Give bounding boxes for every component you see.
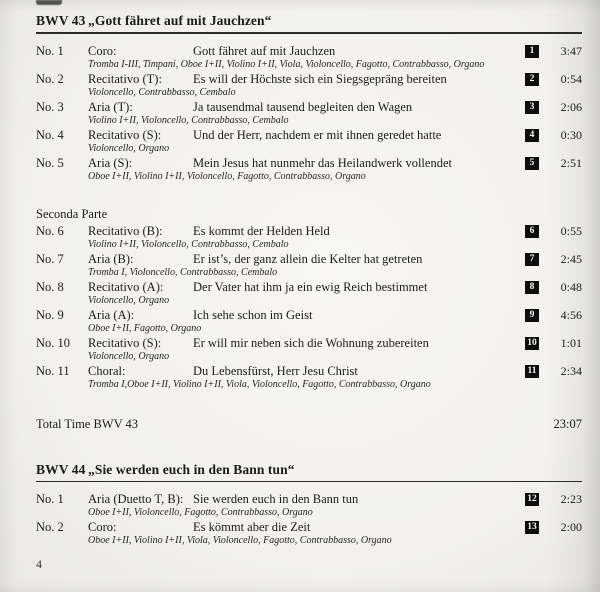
track-time: 0:55 (560, 223, 582, 238)
track-time: 0:54 (560, 71, 582, 86)
track-main (36, 280, 582, 295)
track-row (36, 156, 582, 183)
track-row (36, 280, 582, 307)
track-time: 3:47 (560, 43, 582, 58)
track-type: Aria (A): (88, 307, 135, 322)
group-heading: Seconda Parte (36, 206, 108, 221)
track-title: Ich sehe schon im Geist (193, 307, 313, 322)
track-number-badge: 7 (525, 253, 539, 266)
track-instruments: Oboe I+II, Violino I+II, Violoncello, Fagotto, Contrabbasso, Organo (88, 170, 366, 182)
track-main (36, 308, 582, 323)
track-type: Aria (T): (88, 99, 133, 114)
track-badge-cell (525, 364, 545, 379)
track-row (36, 308, 582, 335)
track-title: Er ist’s, der ganz allein die Kelter hat getreten (193, 251, 423, 266)
track-time: 4:56 (560, 307, 582, 322)
track-badge-cell (525, 252, 545, 267)
track-badge-cell (525, 156, 545, 171)
total-row (36, 417, 582, 432)
track-type: Coro: (88, 43, 117, 58)
track-instruments: Oboe I+II, Violoncello, Fagotto, Contrabbasso, Organo (88, 507, 313, 518)
track-type: Aria (S): (88, 155, 133, 170)
track-main (36, 44, 582, 59)
track-instruments: Violino I+II, Violoncello, Contrabbasso, Cembalo (88, 238, 289, 250)
track-no: No. 8 (36, 279, 64, 294)
track-type: Recitativo (S): (88, 335, 162, 350)
page-number: 4 (36, 557, 42, 571)
section-rule (36, 481, 582, 483)
section-header (36, 13, 582, 29)
track-row (36, 492, 582, 519)
track-badge-cell (525, 128, 545, 143)
track-title: Es kommt der Helden Held (193, 223, 330, 238)
track-badge-cell (525, 280, 545, 295)
section-title: „Gott fähret auf mit Jauchzen“ (88, 13, 272, 28)
track-badge-cell (525, 224, 545, 239)
track-no: No. 1 (36, 492, 64, 506)
track-number-badge: 3 (525, 101, 539, 114)
track-no: No. 2 (36, 520, 64, 534)
track-type: Aria (Duetto T, B): (88, 492, 184, 506)
track-number-badge: 11 (525, 365, 539, 378)
bwv-section (36, 462, 582, 548)
track-no: No. 5 (36, 155, 64, 170)
track-number-badge: 10 (525, 337, 539, 350)
track-badge-cell (525, 520, 545, 535)
track-title: Der Vater hat ihm ja ein ewig Reich bestimmet (193, 279, 428, 294)
track-title: Gott fähret auf mit Jauchzen (193, 43, 336, 58)
track-main (36, 520, 582, 535)
track-number-badge: 4 (525, 129, 539, 142)
track-main (36, 100, 582, 115)
track-type: Recitativo (S): (88, 127, 162, 142)
track-main (36, 336, 582, 351)
track-number-badge: 9 (525, 309, 539, 322)
track-no: No. 11 (36, 363, 70, 378)
bwv-section (36, 13, 582, 432)
track-main (36, 252, 582, 267)
track-time: 2:00 (560, 520, 582, 534)
track-instruments: Violoncello, Contrabbasso, Cembalo (88, 86, 236, 98)
track-number-badge: 6 (525, 225, 539, 238)
track-no: No. 3 (36, 99, 64, 114)
section-body (36, 44, 582, 391)
track-title: Es kömmt aber die Zeit (193, 520, 311, 534)
track-row (36, 100, 582, 127)
track-time: 0:48 (560, 279, 582, 294)
bwv-number: BWV 44 (36, 461, 86, 477)
track-instruments: Tromba I,Oboe I+II, Violino I+II, Viola, Violoncello, Fagotto, Contrabbasso, Organo (88, 378, 431, 390)
track-badge-cell (525, 308, 545, 323)
track-instruments: Violoncello, Organo (88, 142, 170, 154)
track-row (36, 44, 582, 71)
track-row (36, 72, 582, 99)
track-title: Es will der Höchste sich ein Siegsgepräng bereiten (193, 71, 447, 86)
track-row (36, 224, 582, 251)
track-row (36, 520, 582, 547)
track-main (36, 224, 582, 239)
track-no: No. 1 (36, 43, 64, 58)
track-instruments: Tromba I-III, Timpani, Oboe I+II, Violino I+II, Viola, Violoncello, Fagotto, Contrabbasso, Organo (88, 58, 485, 70)
track-instruments: Violino I+II, Violoncello, Contrabbasso, Cembalo (88, 114, 289, 126)
total-time: 23:07 (553, 416, 582, 431)
total-label: Total Time BWV 43 (36, 416, 139, 431)
track-title: Sie werden euch in den Bann tun (193, 492, 359, 506)
track-no: No. 4 (36, 127, 64, 142)
track-no: No. 6 (36, 223, 64, 238)
track-badge-cell (525, 44, 545, 59)
section-body (36, 492, 582, 547)
track-main (36, 156, 582, 171)
track-no: No. 10 (36, 335, 71, 350)
track-main (36, 72, 582, 87)
track-row (36, 128, 582, 155)
track-time: 1:01 (560, 335, 582, 350)
track-type: Recitativo (B): (88, 223, 163, 238)
track-no: No. 9 (36, 307, 64, 322)
track-title: Und der Herr, nachdem er mit ihnen geredet hatte (193, 127, 442, 142)
track-number-badge: 8 (525, 281, 539, 294)
track-no: No. 2 (36, 71, 64, 86)
bwv-number: BWV 43 (36, 13, 86, 28)
track-row (36, 364, 582, 391)
section-title: „Sie werden euch in den Bann tun“ (88, 461, 295, 477)
track-title: Du Lebensfürst, Herr Jesu Christ (193, 363, 358, 378)
track-instruments: Violoncello, Organo (88, 350, 170, 362)
track-number-badge: 13 (525, 521, 539, 534)
track-row (36, 252, 582, 279)
track-no: No. 7 (36, 251, 64, 266)
track-number-badge: 1 (525, 45, 539, 58)
section-rule (36, 32, 582, 34)
track-time: 2:51 (560, 155, 582, 170)
track-badge-cell (525, 100, 545, 115)
track-main (36, 128, 582, 143)
track-number-badge: 12 (525, 493, 539, 506)
scan-artifact (36, 0, 62, 5)
track-type: Aria (B): (88, 251, 134, 266)
section-header (36, 462, 582, 478)
track-row (36, 336, 582, 363)
track-title: Mein Jesus hat nunmehr das Heilandwerk vollendet (193, 155, 452, 170)
track-main (36, 492, 582, 507)
track-badge-cell (525, 336, 545, 351)
track-title: Ja tausendmal tausend begleiten den Wagen (193, 99, 413, 114)
track-type: Recitativo (T): (88, 71, 162, 86)
track-instruments: Tromba I, Violoncello, Contrabbasso, Cembalo (88, 266, 278, 278)
track-title: Er will mir neben sich die Wohnung zubereiten (193, 335, 429, 350)
track-number-badge: 5 (525, 157, 539, 170)
track-time: 2:45 (560, 251, 582, 266)
track-main (36, 364, 582, 379)
track-type: Coro: (88, 520, 117, 534)
track-type: Recitativo (A): (88, 279, 164, 294)
track-instruments: Violoncello, Organo (88, 294, 170, 306)
track-listing (36, 13, 582, 548)
track-time: 2:34 (560, 363, 582, 378)
track-badge-cell (525, 492, 545, 507)
track-time: 0:30 (560, 127, 582, 142)
track-type: Choral: (88, 363, 126, 378)
track-time: 2:23 (560, 492, 582, 506)
track-time: 2:06 (560, 99, 582, 114)
track-instruments: Oboe I+II, Violino I+II, Viola, Violoncello, Fagotto, Contrabbasso, Organo (88, 535, 392, 546)
track-instruments: Oboe I+II, Fagotto, Organo (88, 322, 202, 334)
track-number-badge: 2 (525, 73, 539, 86)
track-badge-cell (525, 72, 545, 87)
